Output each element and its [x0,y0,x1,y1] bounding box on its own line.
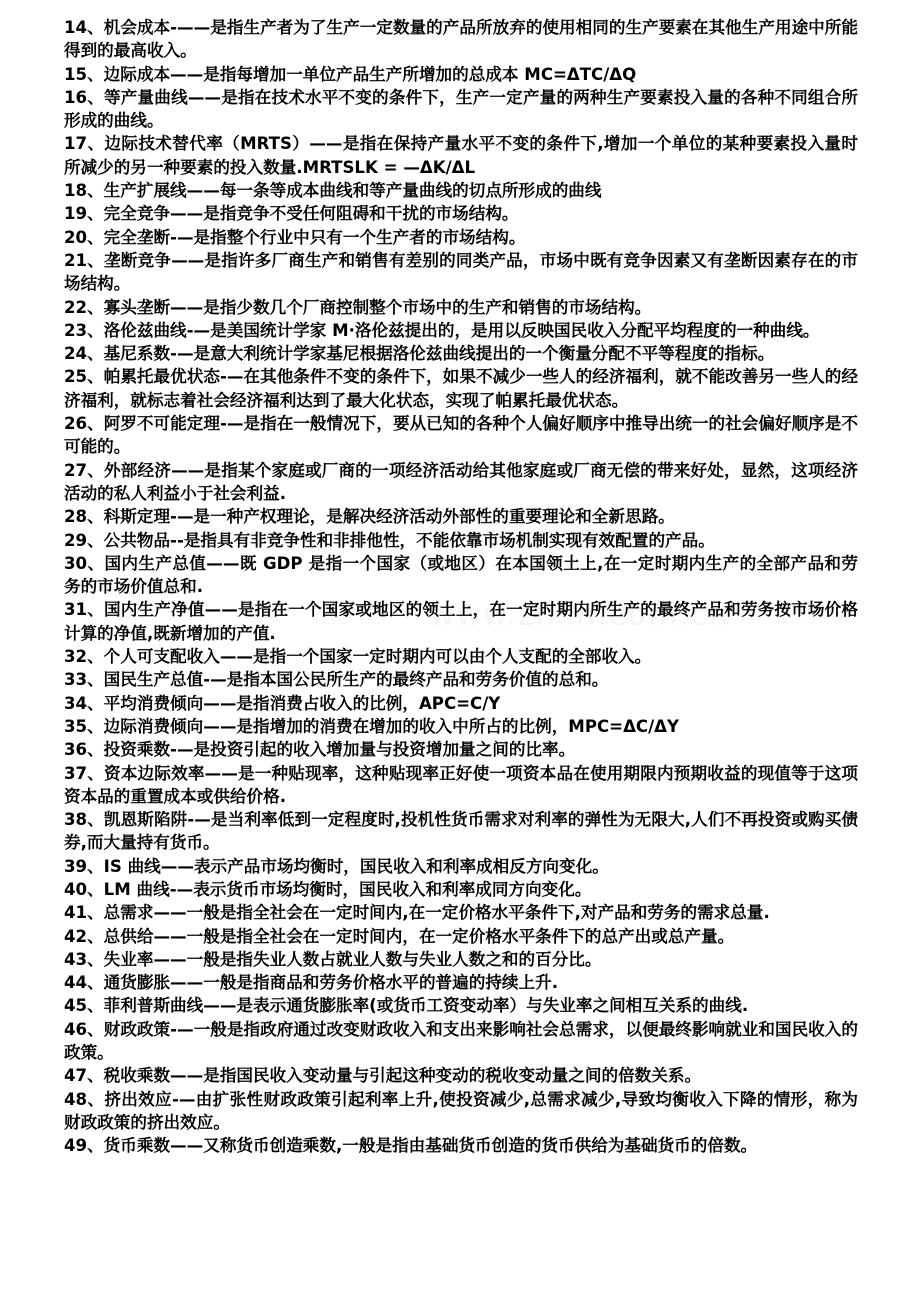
document-body [64,16,858,1158]
entry-32: 32、个人可支配收入——是指一个国家一定时期内可以由个人支配的全部收入。 [64,647,652,667]
entry-19: 19、完全竞争——是指竞争不受任何阻碍和干扰的市场结构。 [64,204,519,224]
entry-47: 47、税收乘数——是指国民收入变动量与引起这种变动的税收变动量之间的倍数关系。 [64,1066,702,1086]
entry-49: 49、货币乘数——又称货币创造乘数,一般是指由基础货币创造的货币供给为基础货币的倍数。 [64,1136,758,1156]
entry-42: 42、总供给——一般是指全社会在一定时间内，在一定价格水平条件下的总产出或总产量。 [64,926,735,946]
entry-14: 14、机会成本-——是指生产者为了生产一定数量的产品所放弃的使用相同的生产要素在其他生产用途中所能得到的最高收入。 [64,18,858,61]
entry-30: 30、国内生产总值——既 GDP 是指一个国家（或地区）在本国领土上,在一定时期内生产的全部产品和劳务的市场价值总和. [64,553,858,597]
entry-23: 23、洛伦兹曲线-—是美国统计学家 M·洛伦兹提出的，是用以反映国民收入分配平均程度的一种曲线。 [64,320,820,340]
entry-37: 37、资本边际效率——是一种贴现率，这种贴现率正好使一项资本品在使用期限内预期收益的现值等于这项资本品的重置成本或供给价格. [64,763,858,806]
entry-18: 18、生产扩展线——每一条等成本曲线和等产量曲线的切点所形成的曲线 [64,181,602,201]
entry-22: 22、寡头垄断——是指少数几个厂商控制整个市场中的生产和销售的市场结构。 [64,297,652,317]
entry-21: 21、垄断竞争——是指许多厂商生产和销售有差别的同类产品，市场中既有竞争因素又有垄断因素存在的市场结构。 [64,250,858,294]
entry-46: 46、财政政策-—一般是指政府通过改变财政收入和支出来影响社会总需求，以便最终影响就业和国民收入的政策。 [64,1019,858,1063]
entry-25: 25、帕累托最优状态-—在其他条件不变的条件下，如果不减少一些人的经济福利，就不能改善另一些人的经济福利，就标志着社会经济福利达到了最大化状态，实现了帕累托最优状态。 [64,367,858,410]
entry-35: 35、边际消费倾向——是指增加的消费在增加的收入中所占的比例，MPC=ΔC/ΔY [64,716,680,736]
entry-24: 24、基尼系数-—是意大利统计学家基尼根据洛伦兹曲线提出的一个衡量分配不平等程度的指标。 [64,344,775,364]
entry-39: 39、IS 曲线——表示产品市场均衡时，国民收入和利率成相反方向变化。 [64,856,609,876]
entry-36: 36、投资乘数-—是投资引起的收入增加量与投资增加量之间的比率。 [64,740,576,760]
entry-33: 33、国民生产总值-—是指本国公民所生产的最终产品和劳务价值的总和。 [64,670,609,690]
entry-29: 29、公共物品--是指具有非竞争性和非排他性，不能依靠市场机制实现有效配置的产品。 [64,530,715,550]
entry-41: 41、总需求——一般是指全社会在一定时间内,在一定价格水平条件下,对产品和劳务的需求总量. [64,903,770,923]
entry-26: 26、阿罗不可能定理-—是指在一般情况下，要从已知的各种个人偏好顺序中推导出统一的社会偏好顺序是不可能的。 [64,414,858,457]
entry-48: 48、挤出效应-—由扩张性财政政策引起利率上升,使投资减少,总需求减少,导致均衡收入下降的情形，称为财政政策的挤出效应。 [64,1089,858,1132]
entry-20: 20、完全垄断-—是指整个行业中只有一个生产者的市场结构。 [64,227,526,247]
entry-15: 15、边际成本——是指每增加一单位产品生产所增加的总成本 MC=ΔTC/ΔQ [64,64,637,84]
entry-16: 16、等产量曲线——是指在技术水平不变的条件下，生产一定产量的两种生产要素投入量的各种不同组合所形成的曲线。 [64,87,858,131]
entry-27: 27、外部经济——是指某个家庭或厂商的一项经济活动给其他家庭或厂商无偿的带来好处，显然，这项经济活动的私人利益小于社会利益. [64,460,858,503]
entry-38: 38、凯恩斯陷阱-—是当利率低到一定程度时,投机性货币需求对利率的弹性为无限大,人们不再投资或购买债券,而大量持有货币。 [64,810,858,853]
entry-40: 40、LM 曲线-—表示货币市场均衡时，国民收入和利率成同方向变化。 [64,879,592,899]
entry-43: 43、失业率——一般是指失业人数占就业人数与失业人数之和的百分比。 [64,949,602,969]
entry-44: 44、通货膨胀——一般是指商品和劳务价格水平的普遍的持续上升. [64,973,559,993]
entry-17: 17、边际技术替代率（MRTS）——是指在保持产量水平不变的条件下,增加一个单位的某种要素投入量时所减少的另一种要素的投入数量.MRTSLK = —ΔK/ΔL [64,134,858,177]
entry-28: 28、科斯定理-—是一种产权理论，是解决经济活动外部性的重要理论和全新思路。 [64,507,675,527]
entry-31: 31、国内生产净值——是指在一个国家或地区的领土上，在一定时期内所生产的最终产品和劳务按市场价格计算的净值,既新增加的产值. [64,600,858,643]
entry-34: 34、平均消费倾向——是指消费占收入的比例，APC=C/Y [64,693,501,713]
entry-45: 45、菲利普斯曲线——是表示通货膨胀率(或货币工资变动率）与失业率之间相互关系的曲线. [64,996,749,1016]
